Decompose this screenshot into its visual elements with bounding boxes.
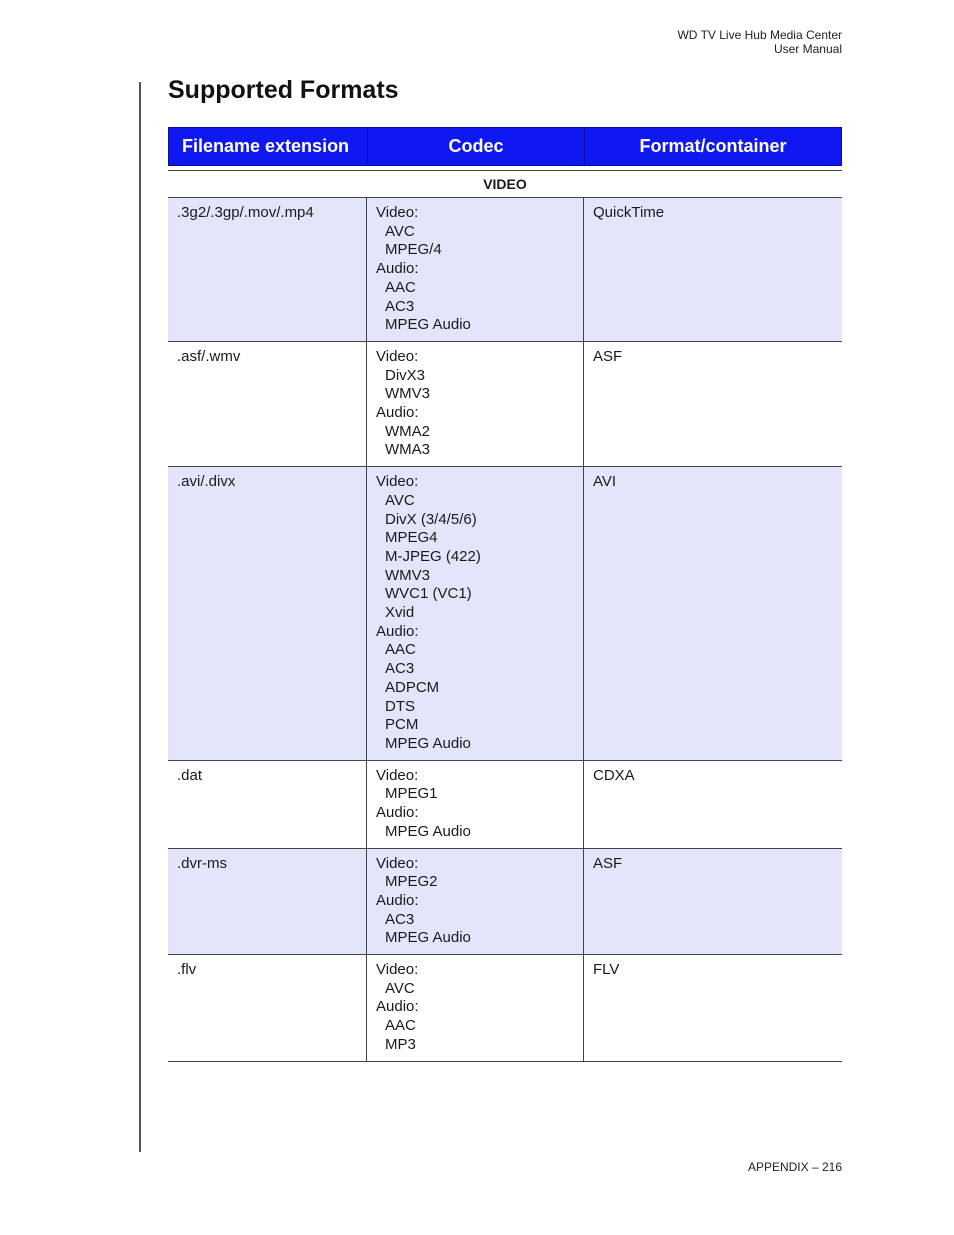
codec-item: AVC: [385, 979, 415, 997]
cell-extension: .dvr-ms: [168, 849, 367, 955]
codec-item: MPEG Audio: [385, 734, 471, 752]
header-doc-type: User Manual: [773, 42, 842, 56]
codec-group-label: Audio:: [376, 891, 419, 909]
cell-container: AVI: [593, 473, 617, 491]
codec-group-label: Audio:: [376, 804, 419, 822]
cell-codec: [367, 342, 584, 466]
table-row: [168, 467, 842, 761]
codec-item: MPEG2: [385, 873, 438, 891]
codec-item: MPEG1: [385, 785, 438, 803]
codec-item: MP3: [385, 1035, 416, 1053]
codec-item: AC3: [385, 910, 415, 928]
codec-item: ADPCM: [385, 678, 440, 696]
codec-item: MPEG4: [385, 529, 438, 547]
cell-container: ASF: [593, 347, 623, 365]
codec-item: MPEG/4: [385, 241, 442, 259]
formats-table: [168, 127, 842, 1062]
table-row: [168, 849, 842, 956]
cell-extension: .asf/.wmv: [168, 342, 367, 466]
footer-section: APPENDIX: [747, 1160, 809, 1174]
codec-item: M-JPEG (422): [385, 547, 481, 565]
cell-extension: .3g2/.3gp/.mov/.mp4: [168, 198, 367, 341]
codec-group-label: Video:: [376, 766, 419, 784]
section-label: VIDEO: [168, 170, 842, 198]
cell-codec: [367, 467, 584, 760]
codec-group-label: Audio:: [376, 998, 419, 1016]
table-row: [168, 955, 842, 1062]
codec-group-label: Video:: [376, 347, 419, 365]
cell-codec: [367, 761, 584, 848]
cell-codec: [367, 198, 584, 341]
codec-group-label: Video:: [376, 204, 419, 221]
page-title: Supported Formats: [168, 76, 399, 104]
codec-item: DivX3: [385, 366, 426, 384]
column-header-container: Format/container: [639, 136, 787, 156]
codec-group-label: Audio:: [376, 404, 419, 422]
codec-item: AAC: [385, 1017, 416, 1035]
cell-container: ASF: [593, 854, 623, 872]
codec-item: WMV3: [385, 385, 430, 403]
column-header-codec: Codec: [368, 128, 585, 165]
cell-codec: [367, 955, 584, 1061]
codec-item: DTS: [385, 697, 415, 715]
codec-item: AC3: [385, 660, 415, 678]
codec-item: AVC: [385, 491, 415, 509]
column-header-extension: Filename extension: [169, 128, 368, 165]
codec-item: WVC1 (VC1): [385, 585, 472, 603]
page-footer: [748, 1160, 842, 1174]
cell-container: FLV: [593, 961, 620, 979]
footer-separator: –: [808, 1160, 822, 1174]
codec-item: WMA3: [385, 441, 430, 459]
codec-item: WMA2: [385, 422, 430, 440]
codec-item: AVC: [385, 222, 415, 240]
cell-codec: [367, 849, 584, 955]
codec-group-label: Audio:: [376, 622, 419, 640]
margin-rule: [139, 82, 141, 1152]
codec-item: AC3: [385, 297, 415, 315]
header-product: WD TV Live Hub Media Center: [677, 28, 842, 42]
codec-item: DivX (3/4/5/6): [385, 510, 477, 528]
codec-item: MPEG Audio: [385, 929, 471, 947]
codec-group-label: Video:: [376, 961, 419, 979]
codec-item: AAC: [385, 278, 416, 296]
cell-extension: .avi/.divx: [168, 467, 367, 760]
table-row: [168, 342, 842, 467]
cell-extension: .flv: [168, 955, 367, 1061]
table-row: [168, 761, 842, 849]
codec-item: PCM: [385, 716, 419, 734]
running-header: [677, 28, 842, 56]
cell-container: CDXA: [593, 766, 635, 784]
cell-container: QuickTime: [593, 204, 665, 221]
page-number: 216: [821, 1160, 842, 1174]
codec-group-label: Audio:: [376, 260, 419, 278]
codec-item: WMV3: [385, 566, 430, 584]
cell-extension: .dat: [168, 761, 367, 848]
codec-item: MPEG Audio: [385, 316, 471, 334]
table-body: [168, 198, 842, 1062]
codec-group-label: Video:: [376, 473, 419, 491]
codec-item: Xvid: [385, 604, 415, 622]
codec-group-label: Video:: [376, 854, 419, 872]
codec-item: MPEG Audio: [385, 822, 471, 840]
table-header: [168, 127, 842, 166]
table-row: [168, 198, 842, 342]
codec-item: AAC: [385, 641, 416, 659]
